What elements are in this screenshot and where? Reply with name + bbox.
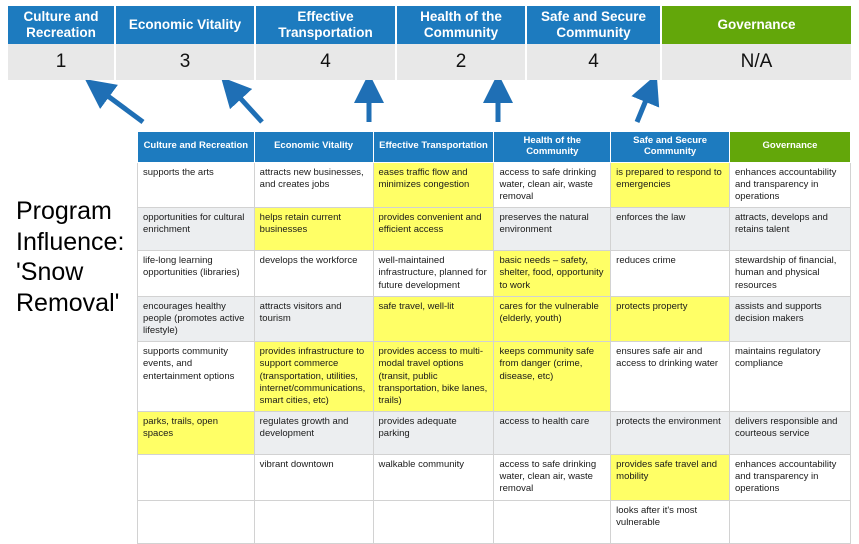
arrow-to-safe-and-secure-community (637, 88, 651, 122)
value-effective-transportation: 4 (256, 44, 397, 80)
header-label: Safe and Secure Community (540, 9, 647, 40)
scorecard-value-band (8, 44, 851, 80)
table-row (138, 412, 851, 455)
table-row (138, 342, 851, 412)
caption-line-1: Program (16, 197, 112, 225)
table-row (138, 455, 851, 500)
matrix-cell: ensures safe air and access to drinking water (611, 342, 730, 412)
matrix-cell: helps retain current businesses (254, 208, 373, 251)
table-row (138, 251, 851, 296)
matrix-cell: opportunities for cultural enrichment (138, 208, 255, 251)
matrix-cell: enhances accountability and transparency in operations (729, 162, 850, 207)
header-label: Economic Vitality (128, 16, 242, 32)
header-cell-effective-transportation (256, 6, 397, 44)
matrix-cell-empty (494, 500, 611, 543)
matrix-cell: access to safe drinking water, clean air, waste removal (494, 162, 611, 207)
matrix-cell: looks after it's most vulnerable (611, 500, 730, 543)
header-label: Effective Transportation (278, 9, 373, 40)
matrix-body (138, 162, 851, 543)
matrix-cell: preserves the natural environment (494, 208, 611, 251)
matrix-cell: access to health care (494, 412, 611, 455)
matrix-cell-empty (373, 500, 494, 543)
table-row (138, 208, 851, 251)
value-health-of-the-community: 2 (397, 44, 527, 80)
matrix-cell: protects property (611, 296, 730, 341)
header-label: Health of the Community (420, 9, 502, 40)
header-cell-health-of-the-community (397, 6, 527, 44)
program-influence-caption (16, 196, 134, 318)
table-row (138, 296, 851, 341)
table-row (138, 500, 851, 543)
header-label: Governance (717, 16, 796, 32)
matrix-cell: walkable community (373, 455, 494, 500)
matrix-cell: assists and supports decision makers (729, 296, 850, 341)
matrix-header-health-of-the-community: Health of the Community (494, 132, 611, 163)
matrix-cell: provides adequate parking (373, 412, 494, 455)
caption-line-2: Influence: (16, 227, 125, 256)
matrix-cell: well-maintained infrastructure, planned for future development (373, 251, 494, 296)
matrix-header-culture-and-recreation: Culture and Recreation (138, 132, 255, 163)
matrix-header-economic-vitality: Economic Vitality (254, 132, 373, 163)
matrix-cell-empty (254, 500, 373, 543)
matrix-cell-empty (729, 500, 850, 543)
matrix-cell: protects the environment (611, 412, 730, 455)
matrix-cell: is prepared to respond to emergencies (611, 162, 730, 207)
matrix-cell: eases traffic flow and minimizes congestion (373, 162, 494, 207)
value-governance: N/A (740, 51, 773, 72)
matrix-cell: vibrant downtown (254, 455, 373, 500)
header-cell-culture-and-recreation (8, 6, 116, 44)
matrix-cell: develops the workforce (254, 251, 373, 296)
matrix-cell: provides infrastructure to support commerce (transportation, utilities, internet/communications, smart cities, etc) (254, 342, 373, 412)
matrix-cell: supports the arts (138, 162, 255, 207)
header-cell-economic-vitality (116, 6, 256, 44)
matrix-cell: reduces crime (611, 251, 730, 296)
matrix-header-governance: Governance (729, 132, 850, 163)
header-cell-safe-and-secure-community (527, 6, 662, 44)
matrix-cell: access to safe drinking water, clean air, waste removal (494, 455, 611, 500)
matrix-cell: cares for the vulnerable (elderly, youth) (494, 296, 611, 341)
arrow-group (0, 80, 859, 132)
caption-line-4: Removal' (16, 288, 120, 317)
matrix-cell: attracts new businesses, and creates jobs (254, 162, 373, 207)
matrix-cell-empty (138, 500, 255, 543)
value-economic-vitality: 3 (116, 44, 256, 80)
matrix-cell: delivers responsible and courteous service (729, 412, 850, 455)
arrow-to-economic-vitality (231, 88, 262, 122)
header-cell-governance (662, 6, 851, 44)
matrix-cell: provides access to multi-modal travel options (transit, public transportation, bike lanes, trails) (373, 342, 494, 412)
arrow-to-culture-and-recreation (97, 88, 143, 122)
scorecard-header-band (8, 6, 851, 44)
matrix-cell: life-long learning opportunities (libraries) (138, 251, 255, 296)
outcomes-matrix (137, 131, 851, 544)
matrix-header-row (138, 132, 851, 163)
table-row (138, 162, 851, 207)
caption-line-3: 'Snow (16, 258, 84, 286)
matrix-cell: safe travel, well-lit (373, 296, 494, 341)
matrix-cell: attracts, develops and retains talent (729, 208, 850, 251)
matrix-cell: keeps community safe from danger (crime, disease, etc) (494, 342, 611, 412)
matrix-cell: enhances accountability and transparency in operations (729, 455, 850, 500)
matrix-cell: encourages healthy people (promotes active lifestyle) (138, 296, 255, 341)
value-safe-and-secure-community: 4 (527, 44, 662, 80)
matrix-cell-empty (138, 455, 255, 500)
matrix-cell: maintains regulatory compliance (729, 342, 850, 412)
matrix-header-safe-and-secure-community: Safe and Secure Community (611, 132, 730, 163)
matrix-cell: supports community events, and entertainment options (138, 342, 255, 412)
matrix-cell: basic needs – safety, shelter, food, opportunity to work (494, 251, 611, 296)
header-label: Culture and Recreation (23, 9, 99, 40)
matrix-cell: regulates growth and development (254, 412, 373, 455)
matrix-cell: stewardship of financial, human and physical resources (729, 251, 850, 296)
value-culture-and-recreation: 1 (8, 44, 116, 80)
matrix-cell: provides safe travel and mobility (611, 455, 730, 500)
matrix-cell: provides convenient and efficient access (373, 208, 494, 251)
matrix-header-effective-transportation: Effective Transportation (373, 132, 494, 163)
matrix-cell: parks, trails, open spaces (138, 412, 255, 455)
matrix-cell: enforces the law (611, 208, 730, 251)
matrix-cell: attracts visitors and tourism (254, 296, 373, 341)
